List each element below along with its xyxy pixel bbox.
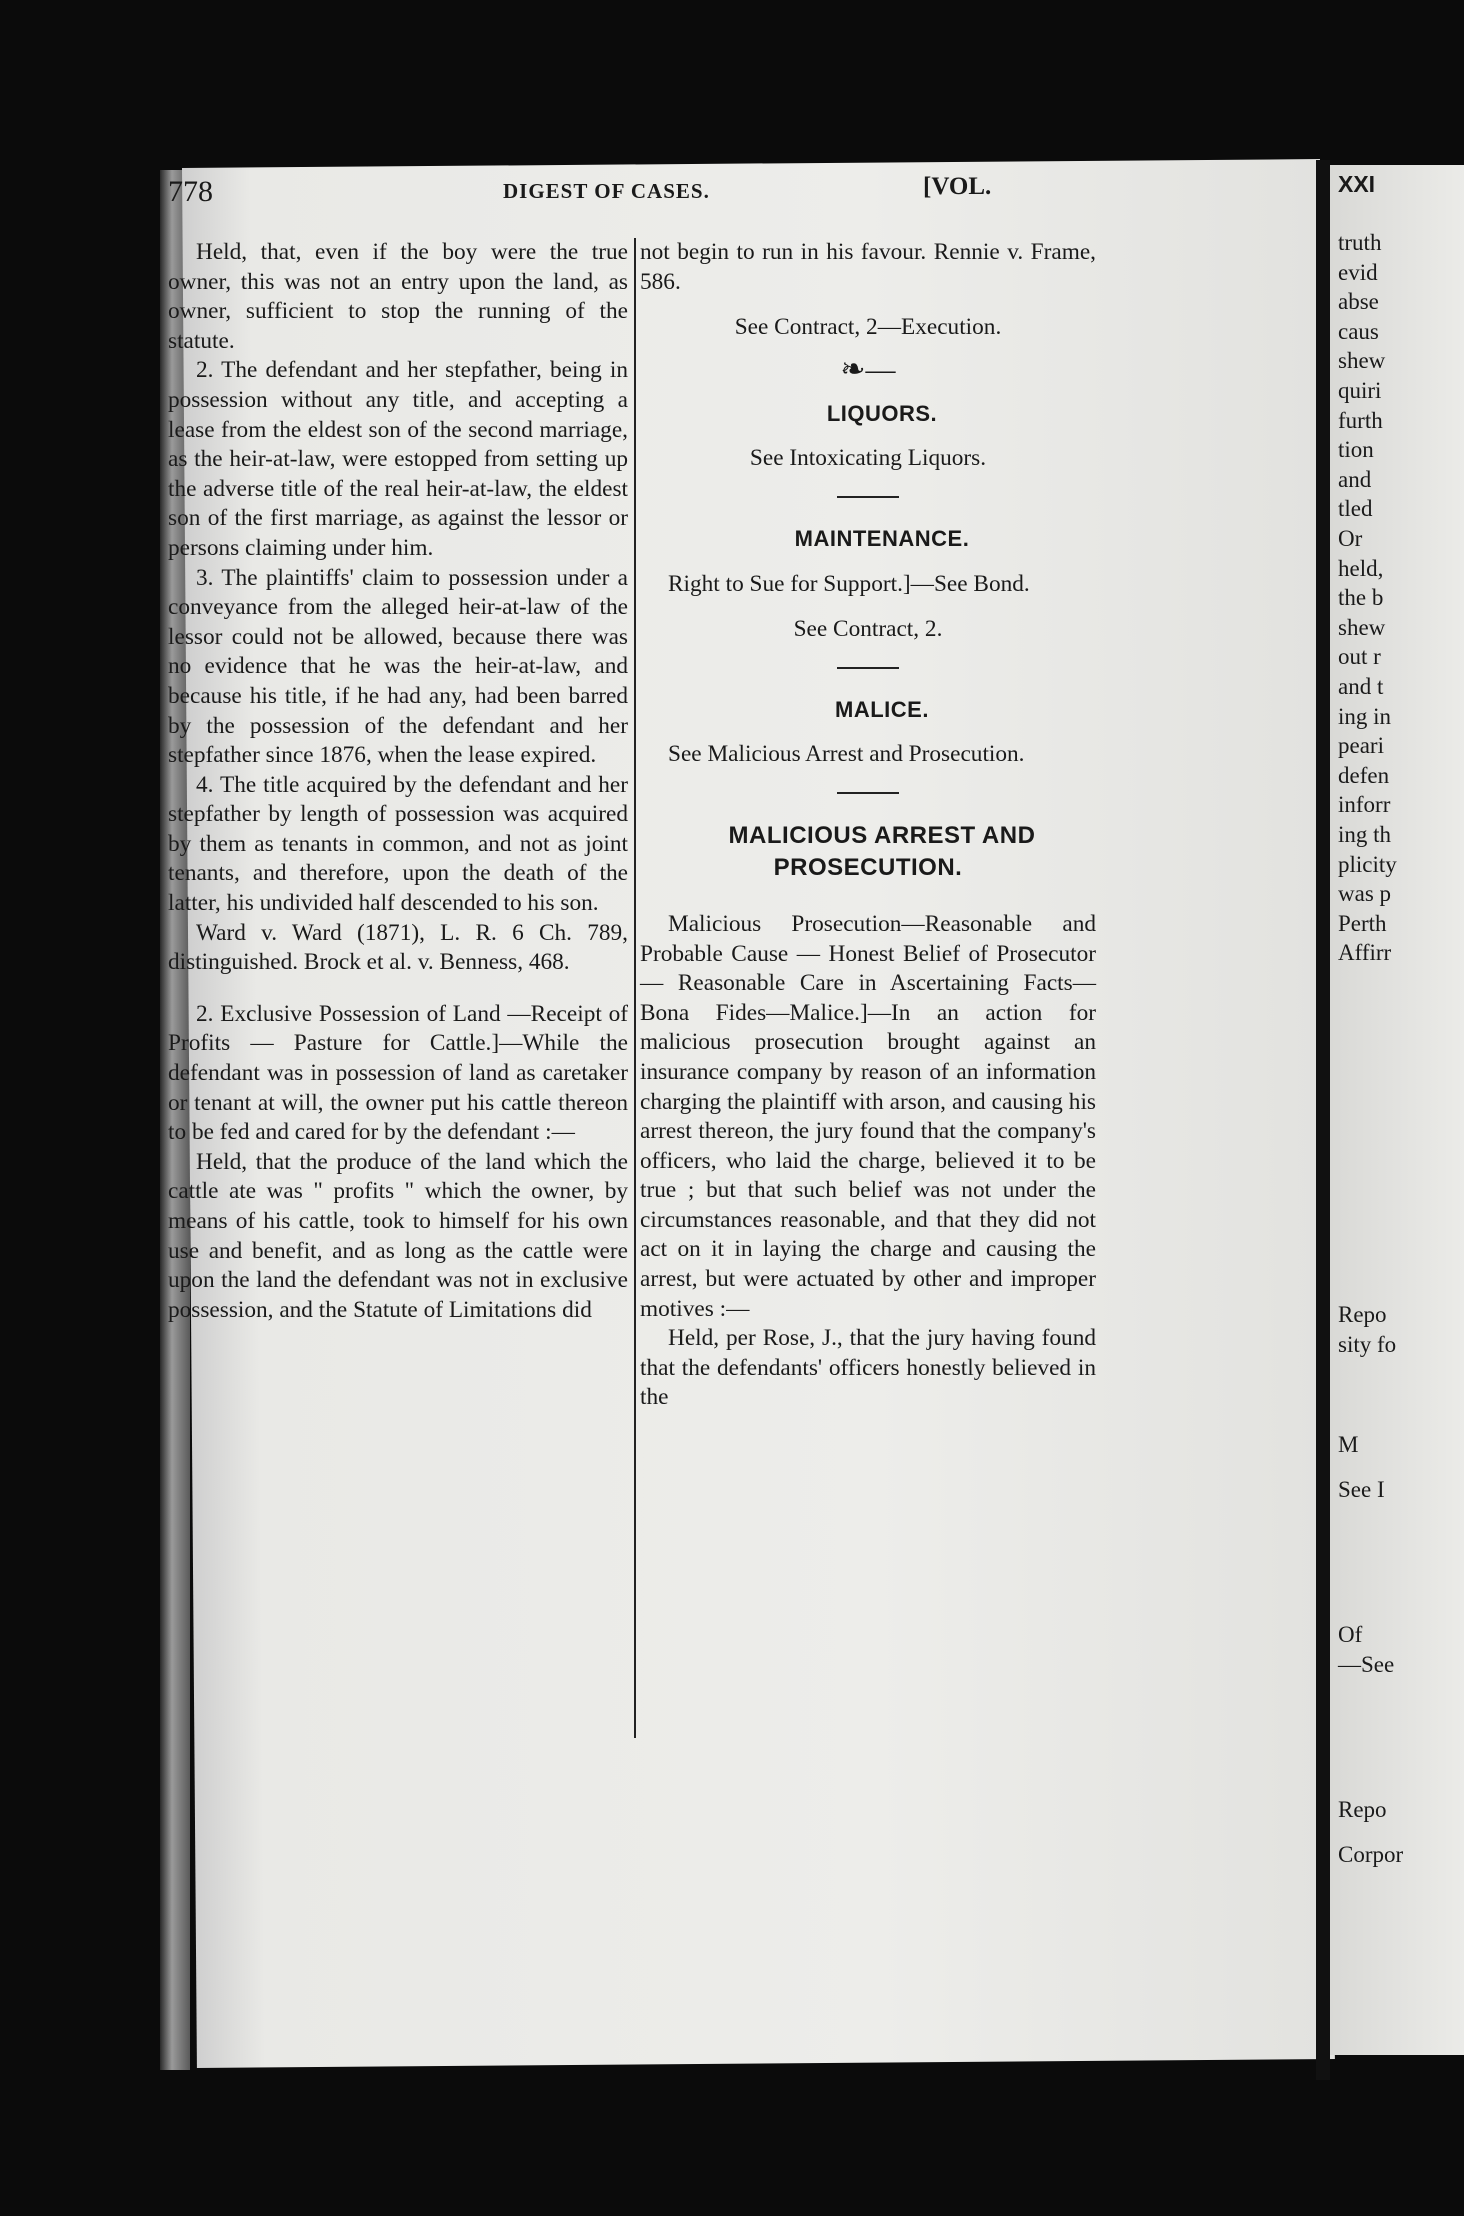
cross-reference-contract: See Contract, 2. bbox=[793, 616, 943, 643]
held-rose-paragraph: Held, per Rose, J., that the jury having found that the defendants' officers honestly believed in the bbox=[640, 1325, 1096, 1411]
adjacent-page-fragment bbox=[1330, 165, 1464, 2055]
cross-reference-malicious-arrest: See Malicious Arrest and Prosecution. bbox=[668, 741, 1025, 768]
adjacent-page-fragment-line: truth bbox=[1338, 230, 1382, 255]
case-citation: Ward v. Ward (1871), L. R. 6 Ch. 789, distinguished. Brock et al. v. Benness, 468. bbox=[168, 919, 628, 976]
heading-malicious-arrest: MALICIOUS ARREST AND PROSECUTION. bbox=[728, 821, 1036, 881]
adjacent-page-fragment-line: plicity bbox=[1338, 851, 1397, 877]
adjacent-page-fragment-line: Affirr bbox=[1338, 940, 1392, 966]
adjacent-page-fragment-line: XXI bbox=[1338, 171, 1376, 197]
section-rule bbox=[837, 667, 899, 669]
section-rule bbox=[837, 792, 899, 794]
malicious-prosecution-entry: Malicious Prosecution—Reasonable and Probable Cause — Honest Belief of Prosecutor — Reasonable Care in Ascertaining Facts—Bona Fides—Malice.]—In an action for malicious prosecution brought against an insurance company by reason of an information charging the plaintiff with arson, and causing his arrest thereon, the jury found that the company's officers, who laid the charge, believed it to be true ; but that such belief was not under the circumstances reasonable, and that they did not act on it in laying the charge and causing the arrest, but were actuated by other and improper motives :— bbox=[640, 910, 1096, 1322]
adjacent-page-fragment-line: peari bbox=[1338, 733, 1384, 759]
adjacent-page-fragment-line: See I bbox=[1338, 1477, 1385, 1502]
adjacent-page-fragment-line: was p bbox=[1338, 881, 1392, 907]
page-number: 778 bbox=[168, 175, 213, 208]
holding-3: 3. The plaintiffs' claim to possession under a conveyance from the alleged heir-at-law of the lessor could not be allowed, because there was no evidence that he was the heir-at-law, and because his title, if he had any, had been barred by the possession of the defendant and her stepfather since 1876, when the lease expired. bbox=[168, 564, 628, 769]
adjacent-page-fragment-line: out r bbox=[1338, 644, 1381, 670]
adjacent-page-fragment-line: —See bbox=[1338, 1652, 1395, 1677]
running-head: DIGEST OF CASES. bbox=[503, 179, 710, 203]
adjacent-page-fragment-line: sity fo bbox=[1338, 1332, 1397, 1357]
volume-mark: [VOL. bbox=[923, 173, 992, 200]
adjacent-page-fragment-line: and bbox=[1338, 466, 1372, 492]
adjacent-page-fragment-line: evid bbox=[1338, 259, 1378, 285]
adjacent-page-fragment-line: defen bbox=[1338, 762, 1390, 788]
adjacent-page-fragment-line: held, bbox=[1338, 555, 1384, 581]
adjacent-page-fragment-line: tion bbox=[1338, 437, 1374, 463]
cross-reference-contract-execution: See Contract, 2—Execution. bbox=[734, 314, 1002, 341]
adjacent-page-fragment-line: shew bbox=[1338, 614, 1386, 640]
adjacent-page-fragment-line: and t bbox=[1338, 674, 1384, 699]
holding-4: 4. The title acquired by the defendant and her stepfather by length of possession was acquired by them as tenants in common, and not as joint tenants, and therefore, upon the death of the latter, his undivided half descended to his son. bbox=[168, 771, 628, 917]
adjacent-page-fragment-line: ing in bbox=[1338, 703, 1392, 729]
heading-malice: MALICE. bbox=[835, 696, 929, 722]
adjacent-page-fragment-line: Corpor bbox=[1338, 1842, 1404, 1867]
left-column bbox=[168, 238, 628, 1325]
exclusive-possession-entry: 2. Exclusive Possession of Land —Receipt of Profits — Pasture for Cattle.]—While the defendant was in possession of land as caretaker or tenant at will, the owner put his cattle thereon to be fed and cared for by the defendant :— bbox=[168, 1000, 628, 1146]
section-rule bbox=[837, 496, 899, 498]
held-paragraph: Held, that, even if the boy were the true owner, this was not an entry upon the land, as owner, sufficient to stop the running of the statute. bbox=[168, 239, 628, 354]
adjacent-page-fragment-line: shew bbox=[1338, 348, 1386, 374]
adjacent-page-fragment-line: caus bbox=[1338, 318, 1379, 344]
adjacent-page-fragment-line: Perth bbox=[1338, 910, 1387, 936]
adjacent-page-fragment-line: Repo bbox=[1338, 1302, 1387, 1327]
adjacent-page-fragment-line: Repo bbox=[1338, 1797, 1387, 1822]
heading-liquors: LIQUORS. bbox=[826, 400, 938, 426]
printer-ornament: ❧— bbox=[840, 352, 896, 386]
adjacent-page-fragment-line: ing th bbox=[1338, 822, 1392, 847]
adjacent-page-fragment-line: Or bbox=[1338, 526, 1363, 551]
cross-reference-intoxicating-liquors: See Intoxicating Liquors. bbox=[749, 445, 987, 472]
holding-2: 2. The defendant and her stepfather, being in possession without any title, and accepting a lease from the eldest son of the second marriage, as the heir-at-law, were estopped from setting up the adverse title of the real heir-at-law, the eldest son of the first marriage, as against the lessor or persons claiming under him. bbox=[168, 357, 628, 561]
right-column bbox=[640, 238, 1096, 1413]
adjacent-page-fragment-line: Of bbox=[1338, 1622, 1363, 1647]
heading-maintenance: MAINTENANCE. bbox=[794, 525, 970, 551]
held-profits-paragraph: Held, that the produce of the land which the cattle ate was " profits " which the owner, by means of his cattle, took to himself for his own use and benefit, and as long as the cattle were upon the land the defendant was not in exclusive possession, and the Statute of Limitations did bbox=[168, 1148, 628, 1323]
book-gutter bbox=[1316, 160, 1330, 2080]
adjacent-page-fragment-line: inforr bbox=[1338, 792, 1391, 818]
adjacent-page-fragment-line: abse bbox=[1338, 289, 1379, 315]
adjacent-page-fragment-line: M bbox=[1338, 1432, 1359, 1457]
adjacent-page-fragment-line: tled bbox=[1338, 496, 1373, 522]
adjacent-page-fragment-line: furth bbox=[1338, 407, 1383, 433]
column-divider bbox=[634, 238, 636, 1738]
continuation-paragraph: not begin to run in his favour. Rennie v. Frame, 586. bbox=[640, 239, 1096, 295]
adjacent-page-fragment-line: quiri bbox=[1338, 378, 1382, 403]
maintenance-entry: Right to Sue for Support.]—See Bond. bbox=[668, 570, 1030, 597]
adjacent-page-fragment-line: the b bbox=[1338, 585, 1384, 611]
page-header bbox=[168, 175, 1088, 215]
